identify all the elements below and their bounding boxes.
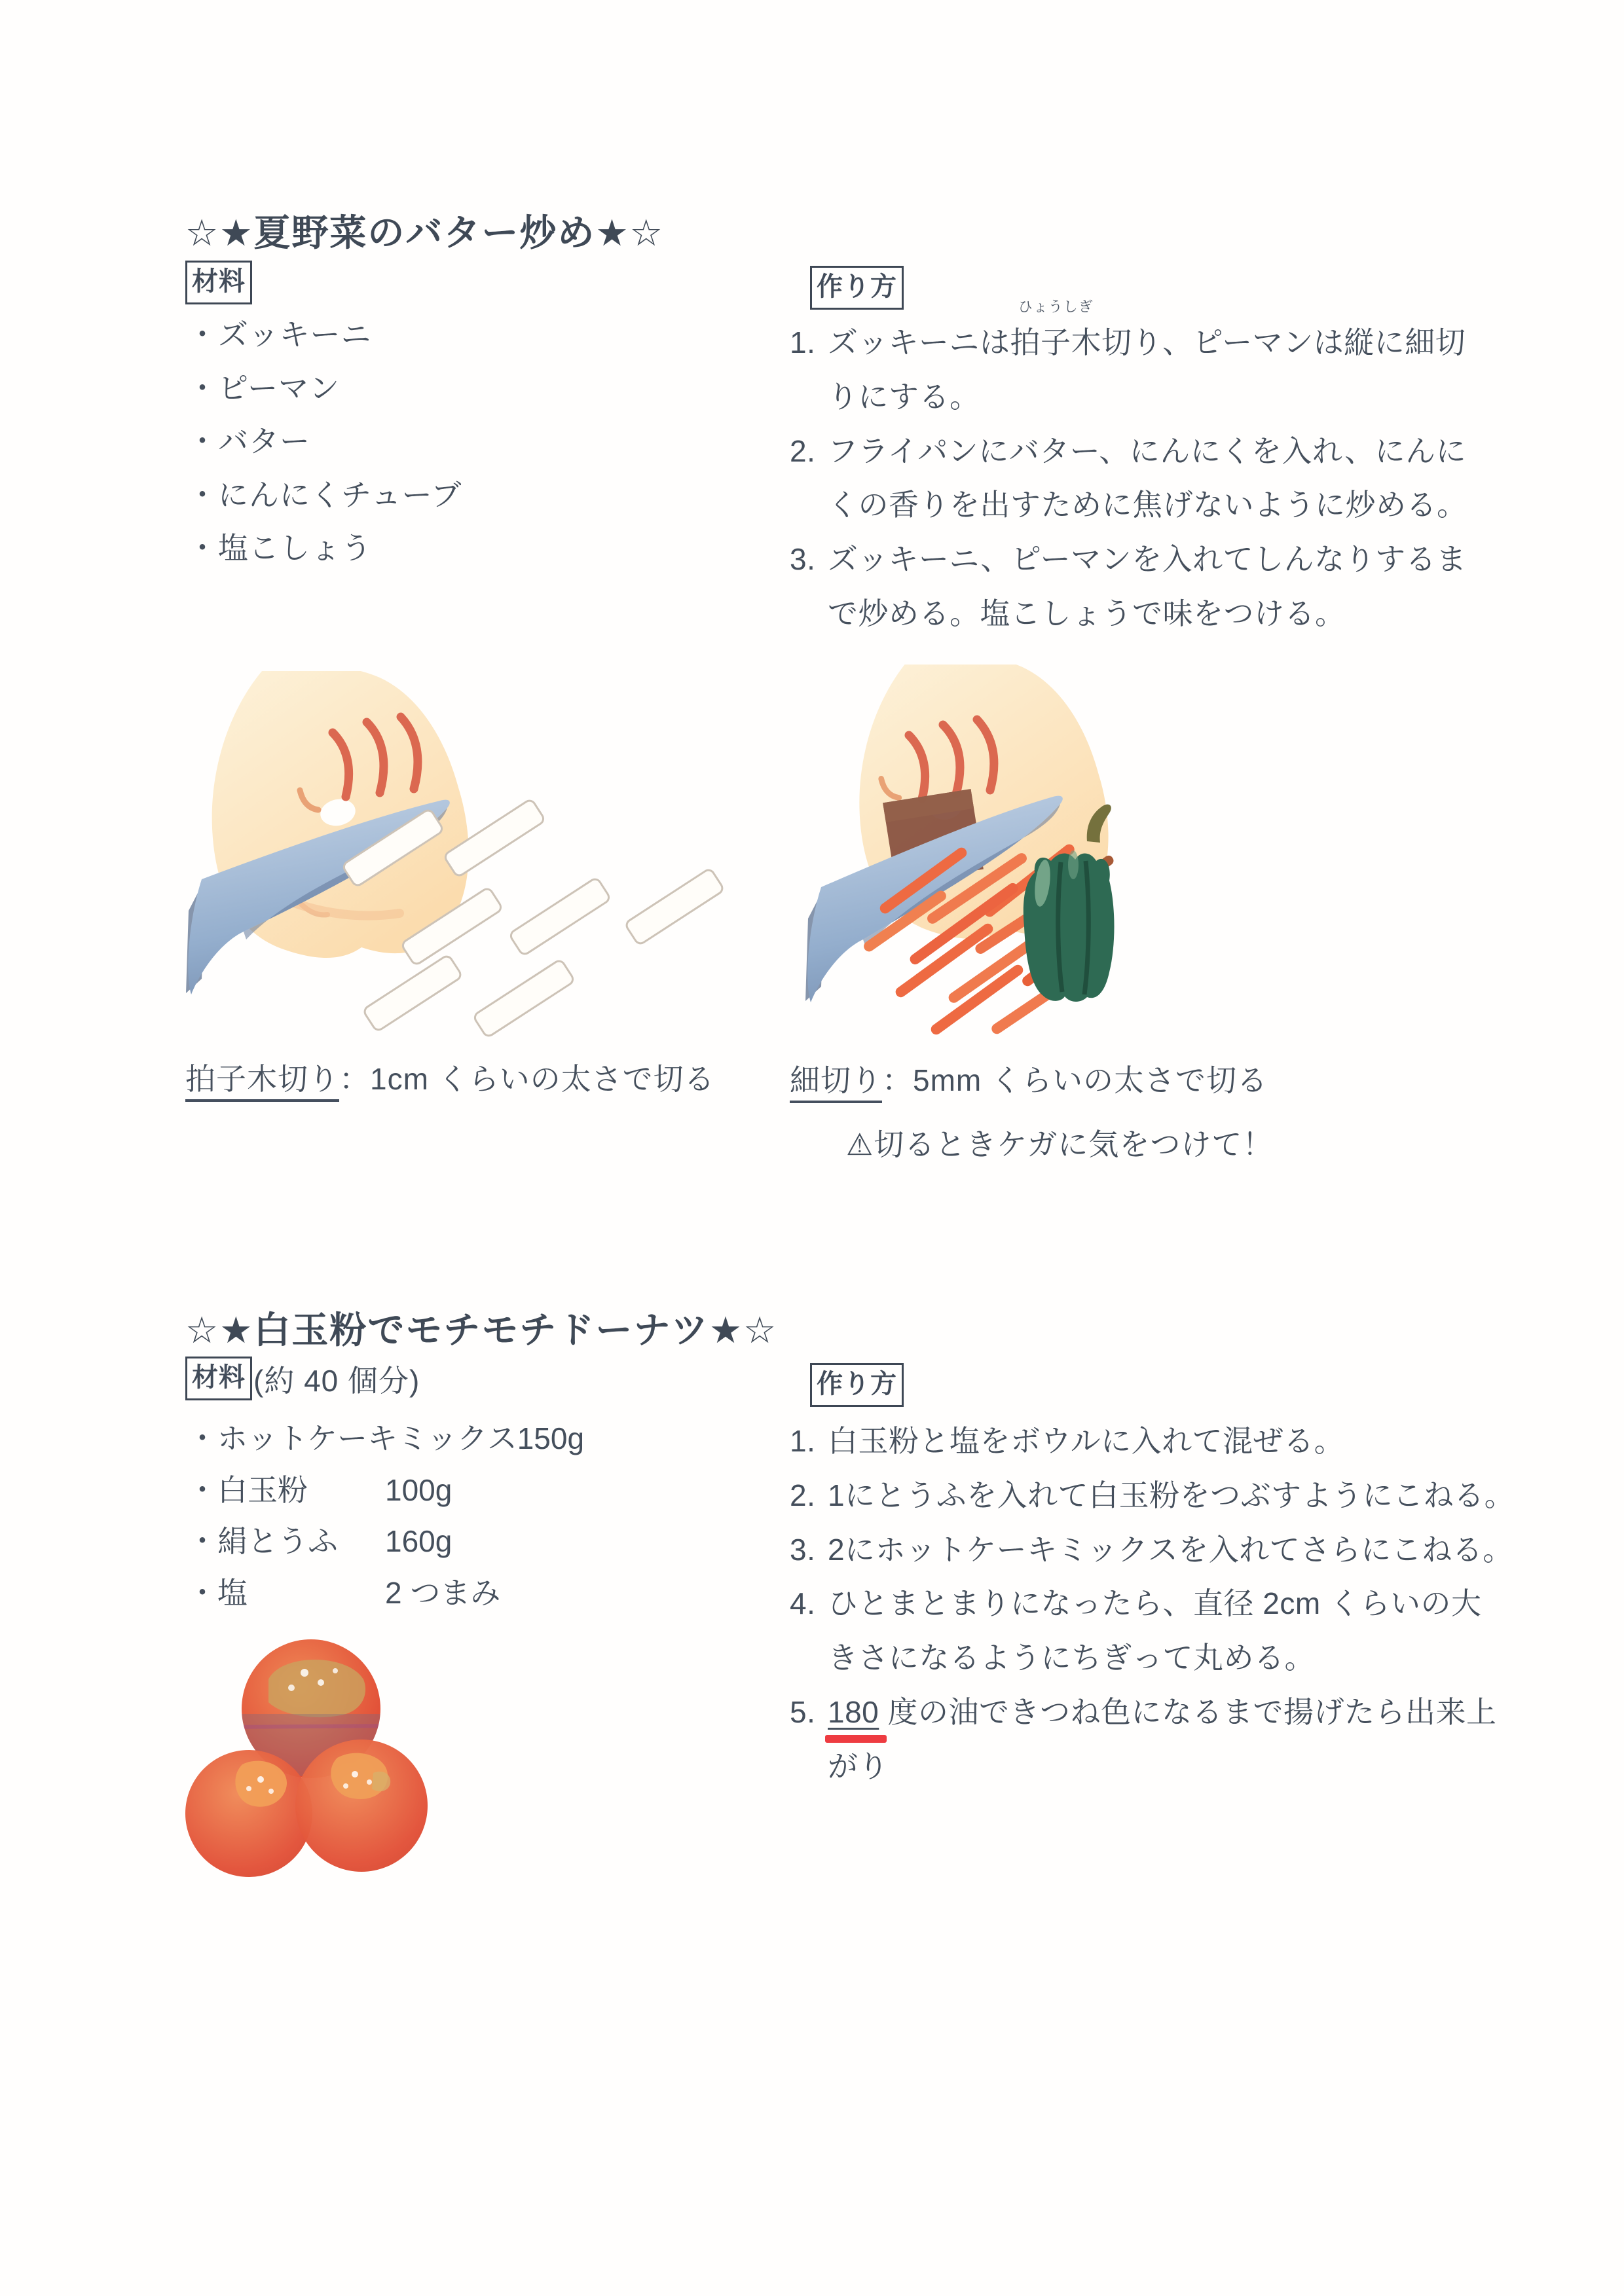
step-item [790, 1414, 1556, 1468]
step-text-line: 180 度の油できつね色になるまで揚げたら出来上 [828, 1694, 1497, 1729]
cut-term: 拍子木切り [185, 1062, 339, 1102]
ingredient-row: ・絹とうふ 160g [187, 1524, 452, 1559]
ingredient-row: ・ホットケーキミックス 150g [187, 1421, 585, 1455]
ingredient-item: ・ピーマン [187, 371, 341, 405]
baton-cut-caption: 拍子木切り：1cm くらいの太さで切る [185, 1055, 715, 1099]
step-number: 1. [790, 1424, 816, 1458]
step-text-line: きさになるようにちぎって丸める。 [828, 1641, 1315, 1675]
step-item [790, 299, 1549, 424]
step-text-line: りにする。 [828, 379, 980, 414]
donut-ball-right [295, 1740, 428, 1872]
ingredient-row: ・塩 2 つまみ [187, 1575, 501, 1610]
step-number: 4. [790, 1586, 816, 1621]
step-text-line: 2にホットケーキミックスを入れてさらにこねる。 [828, 1532, 1513, 1567]
step-item [790, 1685, 1556, 1794]
ingredient-item: ・塩こしょう [187, 531, 372, 566]
recipe2-steps [790, 1414, 1556, 1794]
safety-warning: ⚠切るときケガに気をつけて！ [846, 1127, 1274, 1161]
julienne-cut-illustration [805, 665, 1329, 1041]
step-text-line: で炒める。塩こしょうで味をつける。 [828, 596, 1346, 630]
cut-term: 細切り [790, 1063, 882, 1103]
step-number: 2. [790, 1478, 816, 1512]
step-number: 1. [790, 325, 816, 359]
ingredient-amount: 150g [517, 1421, 585, 1455]
baton-cut-illustration [183, 671, 727, 1041]
step-text-line: 白玉粉と塩をボウルに入れて混ぜる。 [828, 1424, 1345, 1458]
furigana-text: ひょうしぎ [1018, 299, 1094, 315]
step-number: 5. [790, 1694, 816, 1729]
donut-balls-illustration [183, 1617, 458, 1912]
step-text-line: がり [828, 1749, 889, 1783]
step-text-line: くの香りを出すために焦げないように炒める。 [828, 488, 1467, 522]
ingredient-amount: 2 つまみ [385, 1575, 501, 1610]
step-text-line: ひとまとまりになったら、直径 2cm くらいの大 [828, 1586, 1482, 1621]
recipe1-materials-label: 材料 [185, 261, 252, 304]
recipe1-steps [790, 299, 1549, 641]
step-number: 2. [790, 433, 816, 468]
step-item [790, 532, 1549, 641]
step-text-line: 1にとうふを入れて白玉粉をつぶすようにこねる。 [828, 1478, 1515, 1512]
ingredient-amount: 160g [385, 1524, 452, 1559]
step-text-line: ズッキーニ、ピーマンを入れてしんなりするま [828, 542, 1467, 577]
ingredient-amount: 100g [385, 1472, 452, 1507]
step-item [790, 1468, 1556, 1523]
step-text-line: ズッキーニは ひょうしぎ 拍子木切り、ピーマンは縦に細切 [828, 316, 1549, 370]
ingredient-row: ・白玉粉 100g [187, 1472, 452, 1507]
temperature-highlight: 180 [828, 1694, 879, 1729]
step-item [790, 1523, 1556, 1577]
recipe2-steps-label: 作り方 [810, 1363, 904, 1407]
furigana-ruby: ひょうしぎ 拍子木 [1010, 299, 1102, 359]
step-number: 3. [790, 1532, 816, 1567]
donut-ball-left [185, 1750, 312, 1877]
yield-note: (約 40 個分) [253, 1363, 420, 1398]
step-number: 3. [790, 542, 816, 577]
step-text-line: フライパンにバター、にんにくを入れ、にんに [828, 433, 1467, 468]
recipe2-title: ☆★白玉粉でモチモチドーナツ★☆ [185, 1309, 778, 1351]
recipe2-materials-label: 材料 [185, 1357, 252, 1400]
step-item [790, 424, 1549, 533]
step-item [790, 1576, 1556, 1685]
julienne-caption: 細切り：5mm くらいの太さで切る ⚠切るときケガに気をつけて！ [790, 1057, 1273, 1164]
ingredient-item: ・にんにくチューブ [187, 477, 462, 512]
warning-icon: ⚠ [846, 1127, 874, 1161]
recipe1-title: ☆★夏野菜のバター炒め★☆ [185, 212, 664, 253]
ingredient-item: ・ズッキーニ [187, 318, 372, 352]
ingredient-item: ・バター [187, 424, 310, 459]
recipe1-steps-label: 作り方 [810, 266, 904, 310]
recipe1-ingredient-list [187, 318, 462, 585]
recipe2-ingredient-list [187, 1422, 584, 1628]
